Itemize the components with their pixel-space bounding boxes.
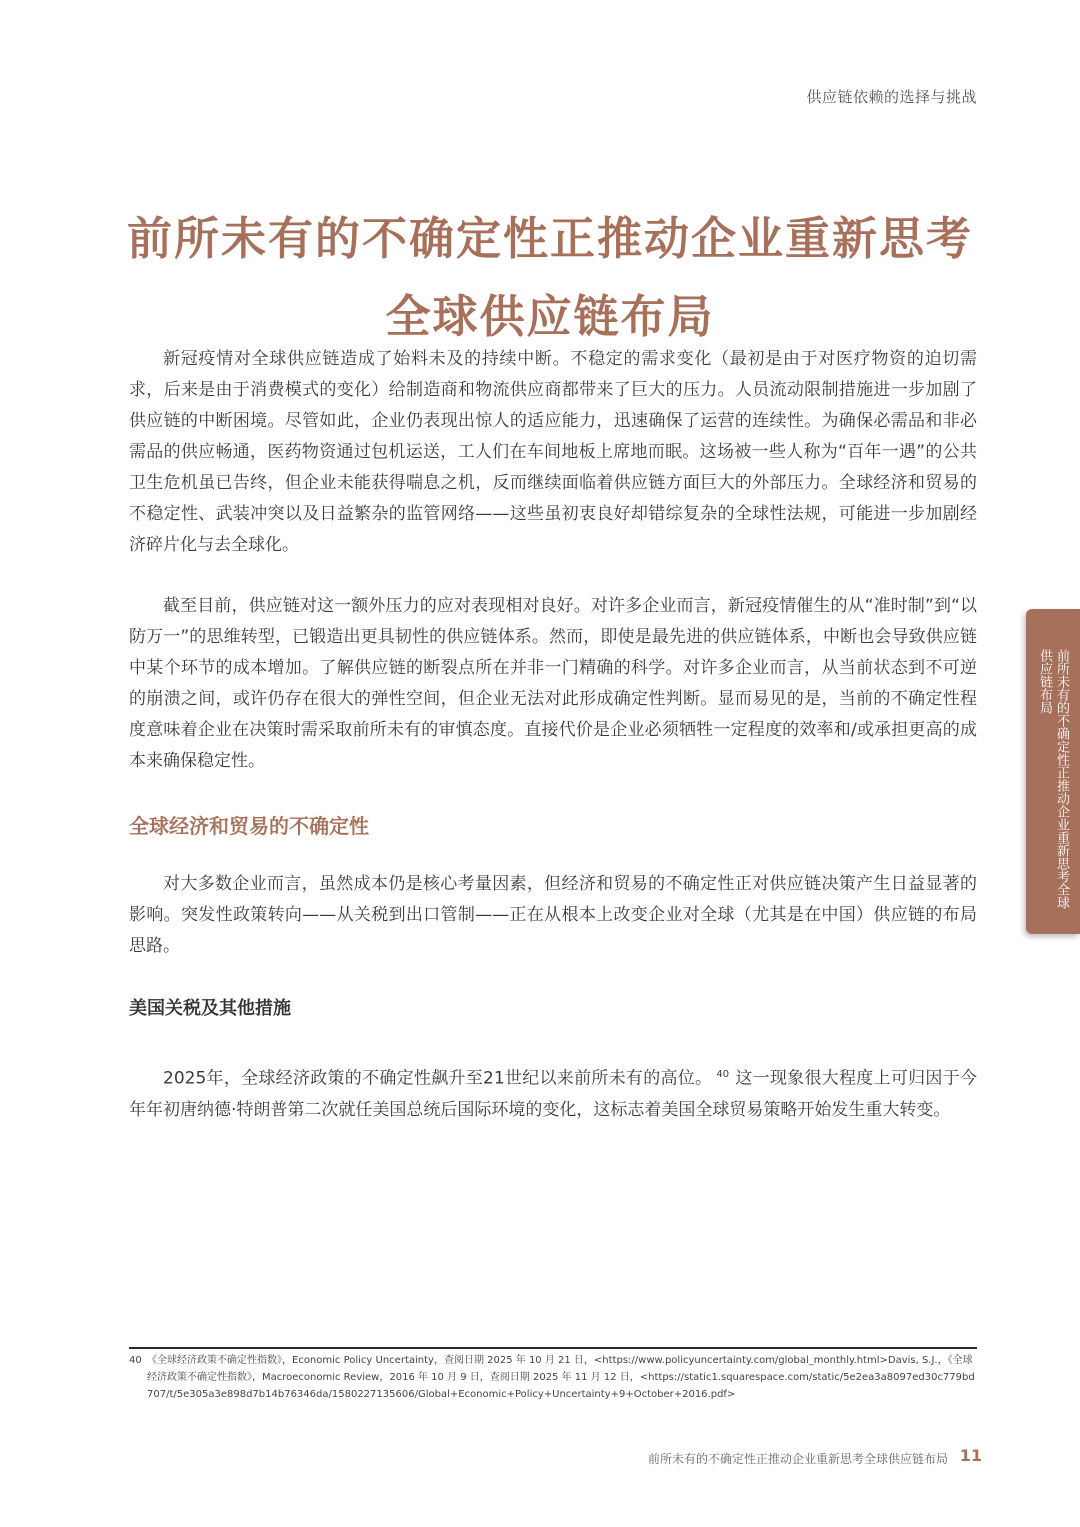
footnote [129, 1352, 977, 1403]
page-title [100, 200, 1000, 356]
paragraph-4-text-b: 这一现象很大程度上可归因于今年年初唐纳德·特朗普第二次就任美国总统后国际环境的变化，这标志着美国全球贸易策略开始发生重大转变。 [129, 1068, 977, 1120]
body-paragraph-3: 对大多数企业而言，虽然成本仍是核心考量因素，但经济和贸易的不确定性正对供应链决策产生日益显著的影响。突发性政策转向——从关税到出口管制——正在从根本上改变企业对全球（尤其是在中国）供应链的布局思路。 [129, 874, 977, 956]
footnote-reference[interactable]: 40 [716, 1069, 730, 1080]
side-tab-label: 前所未有的不确定性正推动企业重新思考全球供应链布局 [1037, 649, 1069, 909]
body-paragraph-4 [129, 1059, 977, 1126]
paragraph-4-text-a: 2025年，全球经济政策的不确定性飙升至21世纪以来前所未有的高位。 [163, 1068, 713, 1089]
footnote-divider [129, 1347, 977, 1349]
page-title-line-2: 全球供应链布局 [385, 290, 715, 344]
page-number: 11 [959, 1446, 982, 1465]
footnote-number: 40 [129, 1355, 142, 1366]
running-header: 供应链依赖的选择与挑战 [806, 88, 977, 106]
footnote-text: 《全球经济政策不确定性指数》，Economic Policy Uncertainty，查阅日期 2025 年 10 月 21 日，<https://www.policyuncertainty.com/global_monthly.html>Davis, S.J.，《全球经济政策不确定性指数》，Macroeconomic Review，2016 年 10 月 9 日，查阅日期 2025 年 11 月 12 日，<https://static1.squarespace.com/static/5e2ea3a8097ed30c779bd707/t/5e305a3e898d7b14b76346da/1580227135606/Global+Economic+Policy+Uncertainty+9+October+2016.pdf> [147, 1355, 975, 1400]
section-heading: 全球经济和贸易的不确定性 [129, 814, 369, 838]
side-tab[interactable] [1026, 609, 1080, 934]
body-paragraph-2: 截至目前，供应链对这一额外压力的应对表现相对良好。对许多企业而言，新冠疫情催生的从“准时制”到“以防万一”的思维转型，已锻造出更具韧性的供应链体系。然而，即使是最先进的供应链体系，中断也会导致供应链中某个环节的成本增加。了解供应链的断裂点所在并非一门精确的科学。对许多企业而言，从当前状态到不可逆的崩溃之间，或许仍存在很大的弹性空间，但企业无法对此形成确定性判断。显而易见的是，当前的不确定性程度意味着企业在决策时需采取前所未有的审慎态度。直接代价是企业必须牺牲一定程度的效率和/或承担更高的成本来确保稳定性。 [129, 596, 977, 771]
page-title-line-1: 前所未有的不确定性正推动企业重新思考 [126, 212, 973, 266]
body-paragraph-1: 新冠疫情对全球供应链造成了始料未及的持续中断。不稳定的需求变化（最初是由于对医疗物资的迫切需求，后来是由于消费模式的变化）给制造商和物流供应商都带来了巨大的压力。人员流动限制措施进一步加剧了供应链的中断困境。尽管如此，企业仍表现出惊人的适应能力，迅速确保了运营的连续性。为确保必需品和非必需品的供应畅通，医药物资通过包机运送，工人们在车间地板上席地而眠。这场被一些人称为“百年一遇”的公共卫生危机虽已告终，但企业未能获得喘息之机，反而继续面临着供应链方面巨大的外部压力。全球经济和贸易的不稳定性、武装冲突以及日益繁杂的监管网络——这些虽初衷良好却错综复杂的全球性法规，可能进一步加剧经济碎片化与去全球化。 [129, 349, 977, 555]
subheading: 美国关税及其他措施 [129, 998, 291, 1019]
running-footer: 前所未有的不确定性正推动企业重新思考全球供应链布局 [647, 1452, 948, 1466]
